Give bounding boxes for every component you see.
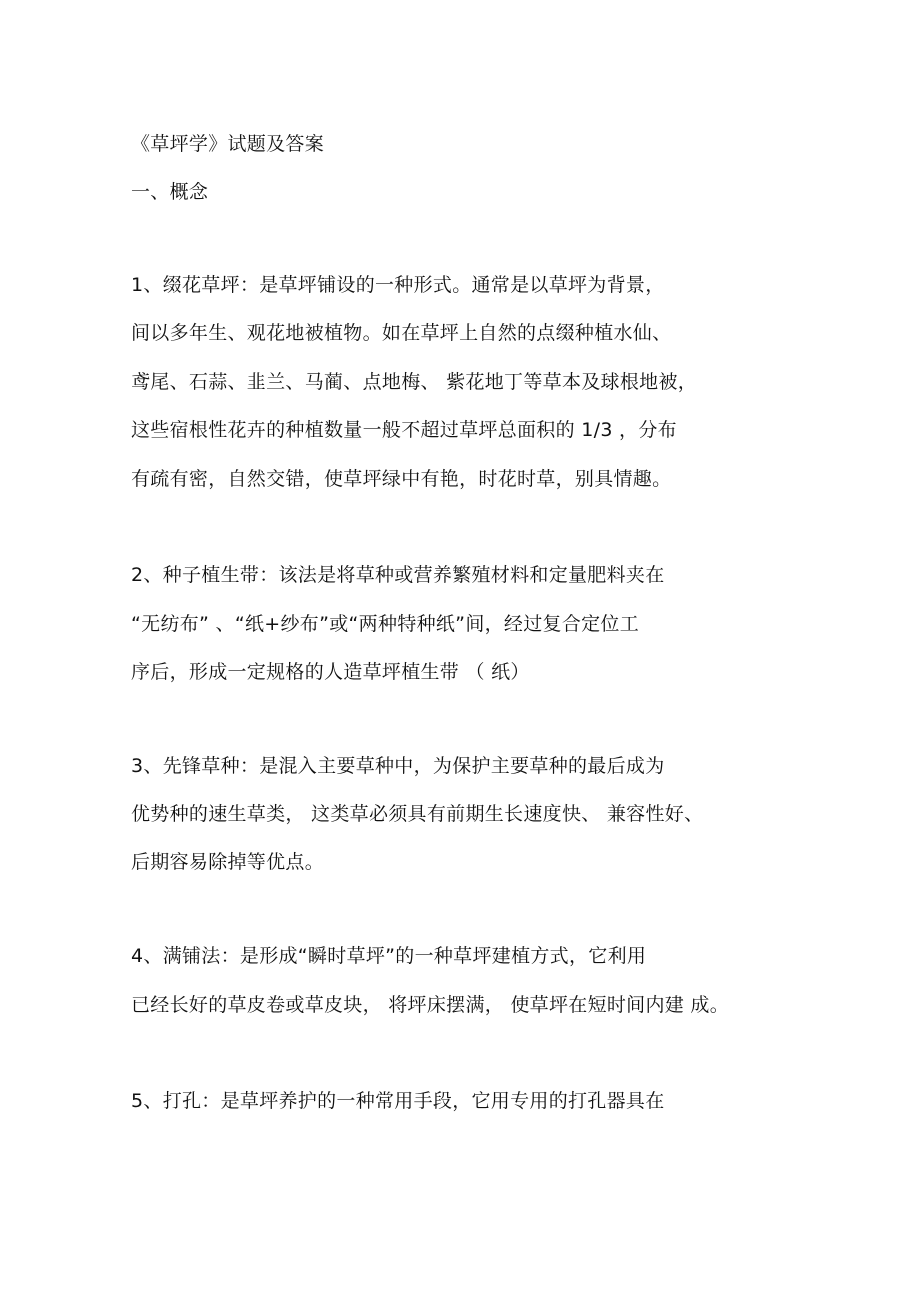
entry-2-line-2: “无纺布” 、“纸+纱布”或“两种特种纸”间，经过复合定位工 bbox=[131, 613, 640, 635]
entry-1-line-1: 1、缀花草坪：是草坪铺设的一种形式。通常是以草坪为背景， bbox=[131, 274, 665, 296]
entry-3-line-1: 3、先锋草种：是混入主要草种中，为保护主要草种的最后成为 bbox=[131, 755, 665, 777]
entry-2-line-1: 2、种子植生带：该法是将草种或营养繁殖材料和定量肥料夹在 bbox=[131, 564, 665, 586]
document-title: 《草坪学》试题及答案 bbox=[131, 133, 325, 155]
entry-1-line-4: 这些宿根性花卉的种植数量一般不超过草坪总面积的 1/3 ，分布 bbox=[131, 419, 677, 441]
entry-1-line-5: 有疏有密，自然交错，使草坪绿中有艳，时花时草，别具情趣。 bbox=[131, 468, 672, 490]
entry-4-line-1: 4、满铺法：是形成“瞬时草坪”的一种草坪建植方式，它利用 bbox=[131, 945, 647, 967]
entry-4-line-2: 已经长好的草皮卷或草皮块， 将坪床摆满， 使草坪在短时间内建 成。 bbox=[131, 994, 730, 1016]
entry-1-line-3: 鸢尾、石蒜、韭兰、马蔺、点地梅、 紫花地丁等草本及球根地被， bbox=[131, 371, 698, 393]
entry-3-line-3: 后期容易除掉等优点。 bbox=[131, 851, 325, 873]
entry-5-line-1: 5、打孔：是草坪养护的一种常用手段，它用专用的打孔器具在 bbox=[131, 1090, 665, 1112]
entry-3-line-2: 优势种的速生草类， 这类草必须具有前期生长速度快、 兼容性好、 bbox=[131, 803, 704, 825]
entry-1-line-2: 间以多年生、观花地被植物。如在草坪上自然的点缀种植水仙、 bbox=[131, 322, 672, 344]
section-heading: 一、概念 bbox=[131, 181, 209, 203]
entry-2-line-3: 序后，形成一定规格的人造草坪植生带 （ 纸） bbox=[131, 661, 530, 683]
